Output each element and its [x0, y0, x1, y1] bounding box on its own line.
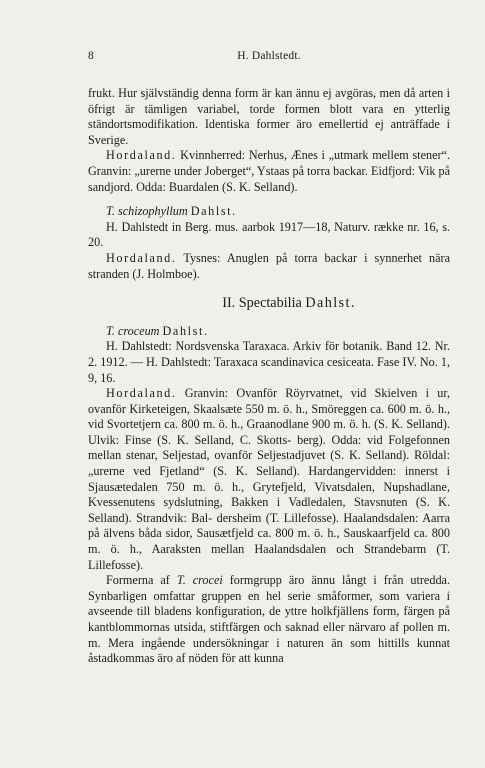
taxon-heading: [88, 204, 450, 220]
body-text: [88, 86, 450, 667]
section-title: Spectabilia: [238, 295, 302, 312]
section-number: II.: [222, 295, 236, 312]
text-line: sidor, Sausætfjeld ca. 800 m. ö. h., Sauskaarfjeld ca. 800 m. ö. h.,: [88, 526, 450, 557]
running-head: H. Dahlstedt.: [237, 50, 301, 62]
citation-paragraph: [88, 220, 450, 251]
text-line: nära stranden (J. Holmboe).: [88, 250, 450, 281]
taxon-author: Dahlst.: [162, 323, 209, 338]
text-line: H. Dahlstedt: Nordsvenska Taraxaca. Arkiv för botanik.: [106, 339, 383, 354]
taxon-name: T. crocei: [176, 573, 223, 588]
text-line: 600 m. ö. h., vid Svortetjern ca. 800 m. ö. h., Graanodlane 900: [88, 401, 451, 432]
locality-paragraph: [88, 148, 450, 195]
text-line: då arten i öfrigt är tämligen variabel, torde formen blott vara en: [88, 86, 451, 116]
taxon-name: T. croceum: [106, 323, 160, 338]
section-heading: [88, 296, 450, 312]
text-line: frukt. Hur självständig denna form är kan ännu ej avgöras, men: [88, 86, 401, 100]
text-line: Kvinnherred: Nerhus, Ænes i „utmark mellem: [176, 148, 409, 163]
page-header: [88, 50, 450, 66]
text-line: ytterlig ständortsmodifikation. Identiska former äro emellertid ej: [88, 101, 450, 132]
text-line: färgen på kantblommornas utsida, stiftfärgen och saknad eller: [88, 604, 451, 634]
text-line: närvaro af pollen m. m. Mera ingående undersökningar i naturen: [88, 620, 450, 650]
taxon-name: T. schizophyllum: [106, 204, 188, 219]
text-line: i avseende till bladens konfiguration, de yttre holkfjällens form,: [88, 588, 450, 619]
text-line: berg). Odda: vid Folgefonnen mellan stenar, Seljestad, ovanför: [88, 432, 451, 463]
taxon-heading: [88, 324, 450, 340]
text-line: dersheim (T. Lillefosse). Haalandsdalen: Aarra på älvens båda: [88, 510, 450, 541]
citation-paragraph: [88, 339, 450, 386]
text-line: än som hittills kunnat åstadkommas äro af nöden för att kunna: [88, 635, 450, 666]
discussion-paragraph: [88, 573, 450, 667]
text-line: Tysnes: Anuglen på torra backar i synnerhet: [176, 250, 422, 265]
text-line: stener“. Granvin: „urerne under Joberget“, Ystaas på torra backar.: [88, 148, 450, 178]
paragraph: [88, 86, 450, 148]
text-line: nr. 16, s. 20.: [88, 219, 450, 250]
text-line: anträffade i Sverige.: [88, 117, 451, 147]
region-name: Hordaland.: [106, 386, 177, 401]
page-number: 8: [88, 50, 94, 62]
text-line: m. ö. h. (S. K. Selland). Ulvik: Finse (S. K. Selland, C. Skotts-: [88, 417, 451, 447]
text-line: formgrupp äro ännu långt i från utredda.: [222, 573, 450, 588]
text-line: Bakken i Vadledalen, Stavsnuten (S. K. Selland). Strandvik: Bal-: [88, 495, 451, 525]
text-line: H. Dahlstedt in Berg. mus. aarbok 1917—18, Naturv. række: [106, 219, 404, 234]
text-line: Band 12. Nr. 2. 1912. — H. Dahlstedt: Taraxaca scandinavica: [88, 339, 450, 369]
text-line: Grytefjeld, Vivatsdalen, Nupshadlane, Kvessenutens sydslutning,: [88, 479, 450, 510]
text-line: i ur, ovanför Kirketeigen, Skaalsæte 550 m. ö. h., Smöreggen ca.: [88, 386, 450, 416]
section-author: Dahlst.: [305, 295, 356, 312]
text-line: Seljestadjuvet (S. K. Selland). Röldal: „urerne ved Fjetland“ (S. K.: [88, 448, 450, 479]
text-line: Synbarligen omfattar gruppen en hel serie småformer, som variera: [88, 588, 440, 603]
locality-paragraph: [88, 251, 450, 282]
region-name: Hordaland.: [106, 250, 177, 265]
text-line: cesiceata. Fase IV. No. 1, 9, 16.: [88, 354, 451, 385]
text-fragment: Formerna af: [106, 573, 177, 588]
text-line: Selland). Hardangervidden: innerst i Sjausætedalen 750 m. ö. h.,: [88, 464, 451, 494]
region-name: Hordaland.: [106, 148, 177, 163]
locality-paragraph: [88, 386, 450, 573]
text-line: Granvin: Ovanför Röyrvatnet, vid Skielven: [176, 386, 418, 401]
text-line: Eidfjord: Vik på sandjord. Odda: Buardalen (S. K. Selland).: [88, 163, 450, 194]
text-line: Aaraksten mellan Haalandsdalen och Strandebarm (T. Lillefosse).: [88, 542, 450, 572]
taxon-author: Dahlst.: [190, 204, 237, 219]
